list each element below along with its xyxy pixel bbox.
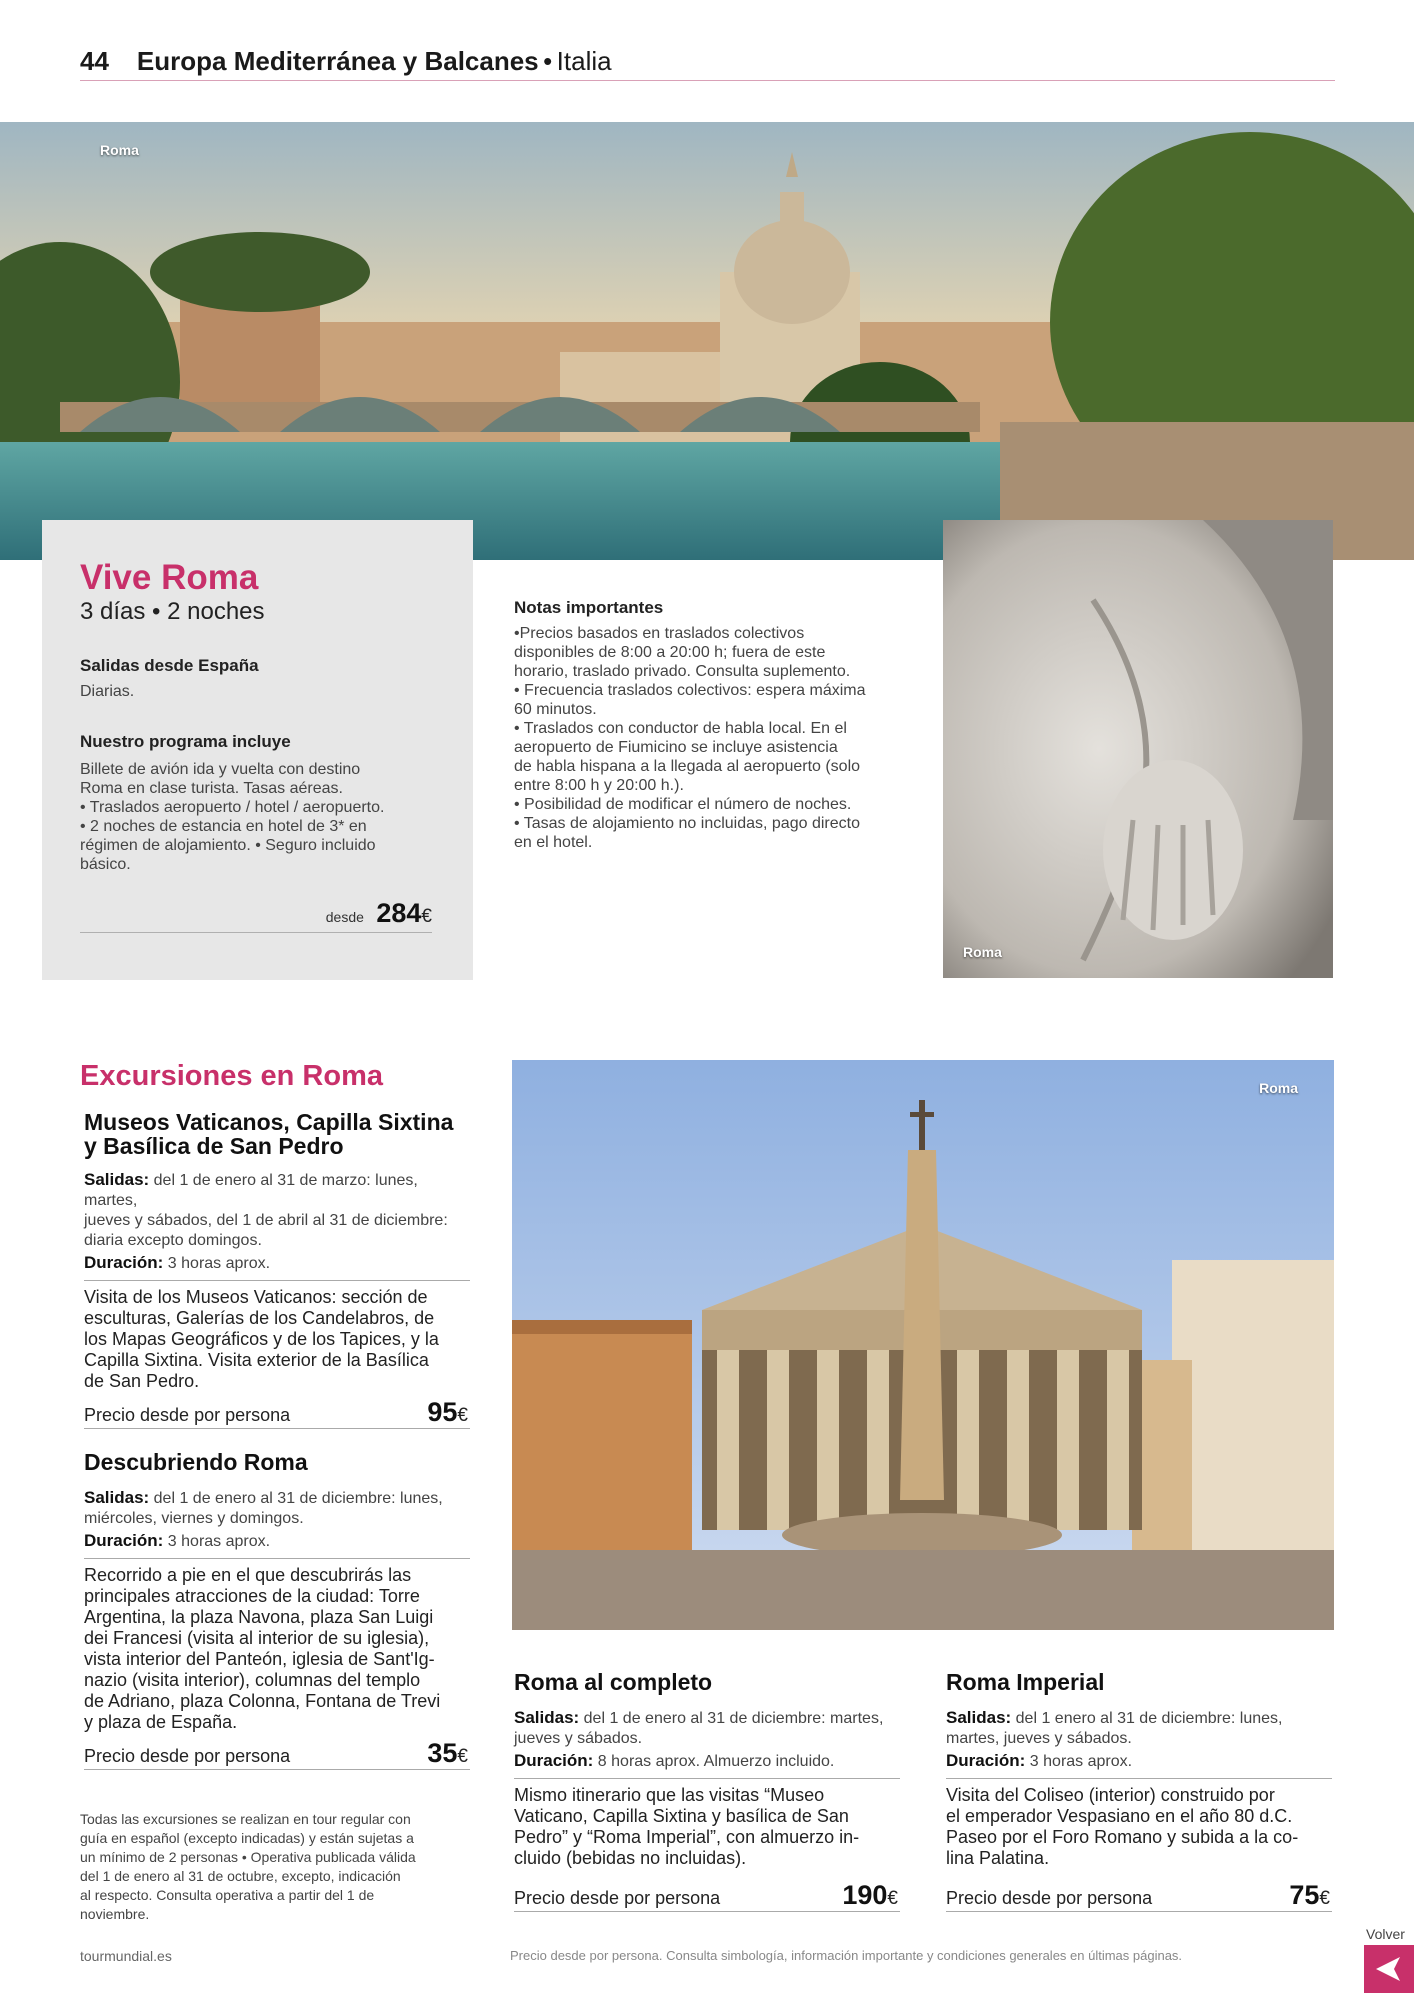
photo-caption-pantheon: Roma	[1259, 1080, 1298, 1096]
salidas-line: del 1 de enero al 31 de diciembre: lunes,	[153, 1490, 443, 1507]
footnote-line: al respecto. Consulta operativa a partir del 1 de	[80, 1887, 375, 1903]
desc-line: Paseo por el Foro Romano y subida a la co-	[946, 1827, 1299, 1847]
programa-line: • 2 noches de estancia en hotel de 3* en	[80, 818, 367, 835]
excursion-price: 35	[427, 1738, 458, 1768]
price-label: Precio desde por persona	[84, 1746, 291, 1766]
footnote-line: un mínimo de 2 personas • Operativa publicada válida	[80, 1849, 416, 1865]
desc-line: Vaticano, Capilla Sixtina y basílica de San	[514, 1806, 849, 1826]
excursion-salidas	[84, 1488, 470, 1529]
desc-line: Recorrido a pie en el que descubrirás las	[84, 1565, 412, 1585]
duracion-label: Duración:	[514, 1751, 594, 1770]
excursion-museos-vaticanos	[84, 1110, 470, 1429]
salidas-line: miércoles, viernes y domingos.	[84, 1510, 304, 1527]
desde-label: desde	[325, 909, 364, 925]
footnote-line: noviembre.	[80, 1906, 150, 1922]
excursion-title	[946, 1670, 1332, 1694]
programa-line: básico.	[80, 856, 131, 873]
salidas-label: Salidas:	[946, 1708, 1012, 1727]
page-number: 44	[80, 46, 109, 76]
photo-caption-sculpture: Roma	[963, 944, 1002, 960]
salidas-line: del 1 enero al 31 de diciembre: lunes,	[1015, 1710, 1283, 1727]
salidas-line: del 1 de enero al 31 de diciembre: martes,	[583, 1710, 884, 1727]
nota-line: de habla hispana a la llegada al aeropuerto (solo	[514, 758, 861, 775]
volver-button[interactable]	[1364, 1945, 1414, 1993]
package-price: 284	[376, 898, 422, 928]
nota-line: • Tasas de alojamiento no incluidas, pago directo	[514, 815, 860, 832]
desc-line: lina Palatina.	[946, 1848, 1050, 1868]
excursion-descubriendo-roma	[84, 1450, 470, 1770]
salidas-line: del 1 de enero al 31 de marzo: lunes, martes,	[84, 1172, 418, 1209]
desc-line: el emperador Vespasiano en el año 80 d.C.	[946, 1806, 1293, 1826]
title-line: Roma Imperial	[946, 1669, 1105, 1695]
nota-line: • Posibilidad de modificar el número de noches.	[514, 796, 852, 813]
excursion-price-row	[946, 1875, 1332, 1912]
footnote-line: Todas las excursiones se realizan en tour regular con	[80, 1811, 411, 1827]
desc-line: Argentina, la plaza Navona, plaza San Luigi	[84, 1607, 434, 1627]
nota-line: • Frecuencia traslados colectivos: espera máxima	[514, 682, 866, 699]
desc-line: Capilla Sixtina. Visita exterior de la Basílica	[84, 1350, 429, 1370]
salidas-label: Salidas:	[84, 1170, 150, 1189]
vive-roma-box	[42, 520, 473, 980]
desc-line: principales atracciones de la ciudad: Torre	[84, 1586, 420, 1606]
excursion-title	[84, 1450, 470, 1474]
excursion-title	[514, 1670, 900, 1694]
arrow-left-icon	[1364, 1945, 1414, 1993]
footer-disclaimer: Precio desde por persona. Consulta simbología, información importante y condiciones generales en últimas páginas.	[510, 1948, 1183, 1963]
programa-list	[80, 760, 440, 874]
desc-line: Pedro” y “Roma Imperial”, con almuerzo in-	[514, 1827, 860, 1847]
excursion-duracion	[946, 1749, 1332, 1779]
header-separator: •	[543, 46, 553, 76]
duracion-value: 3 horas aprox.	[167, 1533, 271, 1550]
excursion-salidas	[514, 1708, 900, 1749]
excursion-duracion	[84, 1529, 470, 1559]
nota-line: 60 minutos.	[514, 701, 597, 718]
footer-site-link[interactable]: tourmundial.es	[80, 1948, 172, 1964]
excursion-duracion	[514, 1749, 900, 1779]
duracion-label: Duración:	[946, 1751, 1026, 1770]
desc-line: Visita del Coliseo (interior) construido por	[946, 1785, 1275, 1805]
salidas-line: diaria excepto domingos.	[84, 1232, 262, 1249]
rome-panorama-photo	[0, 122, 1414, 560]
excursion-duracion	[84, 1251, 470, 1281]
excursion-currency: €	[457, 1405, 468, 1426]
package-title: Vive Roma	[80, 558, 259, 597]
excursion-description	[946, 1785, 1332, 1869]
excursion-price: 95	[427, 1397, 458, 1427]
package-price-row	[80, 898, 432, 933]
notas-importantes	[514, 598, 914, 852]
desc-line: vista interior del Panteón, iglesia de Sant'Ig-	[84, 1649, 435, 1669]
duracion-label: Duración:	[84, 1531, 164, 1550]
salidas-line: martes, jueves y sábados.	[946, 1730, 1132, 1747]
excursion-currency: €	[1319, 1888, 1330, 1909]
salidas-heading: Salidas desde España	[80, 656, 259, 675]
volver-label[interactable]: Volver	[1366, 1926, 1405, 1942]
desc-line: los Mapas Geográficos y de los Tapices, y la	[84, 1329, 439, 1349]
desc-line: esculturas, Galerías de los Candelabros, de	[84, 1308, 435, 1328]
desc-line: nazio (visita interior), columnas del templo	[84, 1670, 421, 1690]
desc-line: Visita de los Museos Vaticanos: sección de	[84, 1287, 428, 1307]
sculpture-photo	[943, 520, 1333, 978]
salidas-label: Salidas:	[84, 1488, 150, 1507]
section-title: Europa Mediterránea y Balcanes	[136, 46, 539, 76]
price-label: Precio desde por persona	[946, 1888, 1153, 1908]
page-header	[80, 46, 1335, 81]
excursion-price: 190	[842, 1880, 888, 1910]
package-currency: €	[421, 906, 432, 927]
excursion-salidas	[84, 1170, 470, 1251]
excursion-description	[84, 1287, 470, 1392]
excursion-title	[84, 1110, 470, 1158]
programa-heading: Nuestro programa incluye	[80, 732, 291, 751]
programa-line: Billete de avión ida y vuelta con destino	[80, 761, 361, 778]
photo-caption-top: Roma	[100, 142, 139, 158]
desc-line: dei Francesi (visita al interior de su iglesia),	[84, 1628, 430, 1648]
desc-line: Mismo itinerario que las visitas “Museo	[514, 1785, 825, 1805]
excursion-currency: €	[887, 1888, 898, 1909]
excursion-description	[514, 1785, 900, 1869]
nota-line: disponibles de 8:00 a 20:00 h; fuera de este	[514, 644, 826, 661]
package-duration: 3 días • 2 noches	[80, 598, 265, 625]
desc-line: de Adriano, plaza Colonna, Fontana de Trevi	[84, 1691, 441, 1711]
excursion-description	[84, 1565, 470, 1733]
nota-line: entre 8:00 h y 20:00 h.).	[514, 777, 684, 794]
price-label: Precio desde por persona	[514, 1888, 721, 1908]
salidas-line: jueves y sábados.	[514, 1730, 643, 1747]
duracion-value: 3 horas aprox.	[1029, 1753, 1133, 1770]
subsection-title: Italia	[556, 46, 612, 76]
desc-line: y plaza de España.	[84, 1712, 238, 1732]
title-line: Roma al completo	[514, 1669, 713, 1695]
title-line: Museos Vaticanos, Capilla Sixtina	[84, 1109, 454, 1135]
salidas-label: Salidas:	[514, 1708, 580, 1727]
duracion-value: 3 horas aprox.	[167, 1255, 271, 1272]
notas-heading: Notas importantes	[514, 598, 664, 617]
excursion-currency: €	[457, 1746, 468, 1767]
nota-line: •Precios basados en traslados colectivos	[514, 625, 805, 642]
footnote-line: del 1 de enero al 31 de octubre, excepto, indicación	[80, 1868, 401, 1884]
excursion-price: 75	[1289, 1880, 1320, 1910]
footnote-line: guía en español (excepto indicadas) y están sujetas a	[80, 1830, 414, 1846]
notas-list	[514, 624, 914, 852]
excursion-salidas	[946, 1708, 1332, 1749]
salidas-line: jueves y sábados, del 1 de abril al 31 de diciembre:	[84, 1212, 448, 1229]
nota-line: • Traslados con conductor de habla local. En el	[514, 720, 847, 737]
excursion-price-row	[84, 1737, 470, 1770]
salidas-text: Diarias.	[80, 683, 135, 700]
programa-line: Roma en clase turista. Tasas aéreas.	[80, 780, 343, 797]
duracion-label: Duración:	[84, 1253, 164, 1272]
excursion-price-row	[514, 1875, 900, 1912]
excursion-roma-al-completo	[514, 1670, 900, 1912]
title-line: Descubriendo Roma	[84, 1449, 308, 1475]
excursion-price-row	[84, 1396, 470, 1429]
excursiones-heading: Excursiones en Roma	[80, 1060, 383, 1092]
duracion-value: 8 horas aprox. Almuerzo incluido.	[597, 1753, 835, 1770]
programa-line: • Traslados aeropuerto / hotel / aeropuerto.	[80, 799, 385, 816]
excursions-footnote	[80, 1810, 480, 1924]
desc-line: cluido (bebidas no incluidas).	[514, 1848, 747, 1868]
nota-line: aeropuerto de Fiumicino se incluye asistencia	[514, 739, 838, 756]
title-line: y Basílica de San Pedro	[84, 1133, 344, 1159]
programa-line: régimen de alojamiento. • Seguro incluido	[80, 837, 376, 854]
price-label: Precio desde por persona	[84, 1405, 291, 1425]
excursion-roma-imperial	[946, 1670, 1332, 1912]
nota-line: horario, traslado privado. Consulta suplemento.	[514, 663, 851, 680]
desc-line: de San Pedro.	[84, 1371, 200, 1391]
pantheon-photo	[512, 1060, 1334, 1630]
nota-line: en el hotel.	[514, 834, 593, 851]
